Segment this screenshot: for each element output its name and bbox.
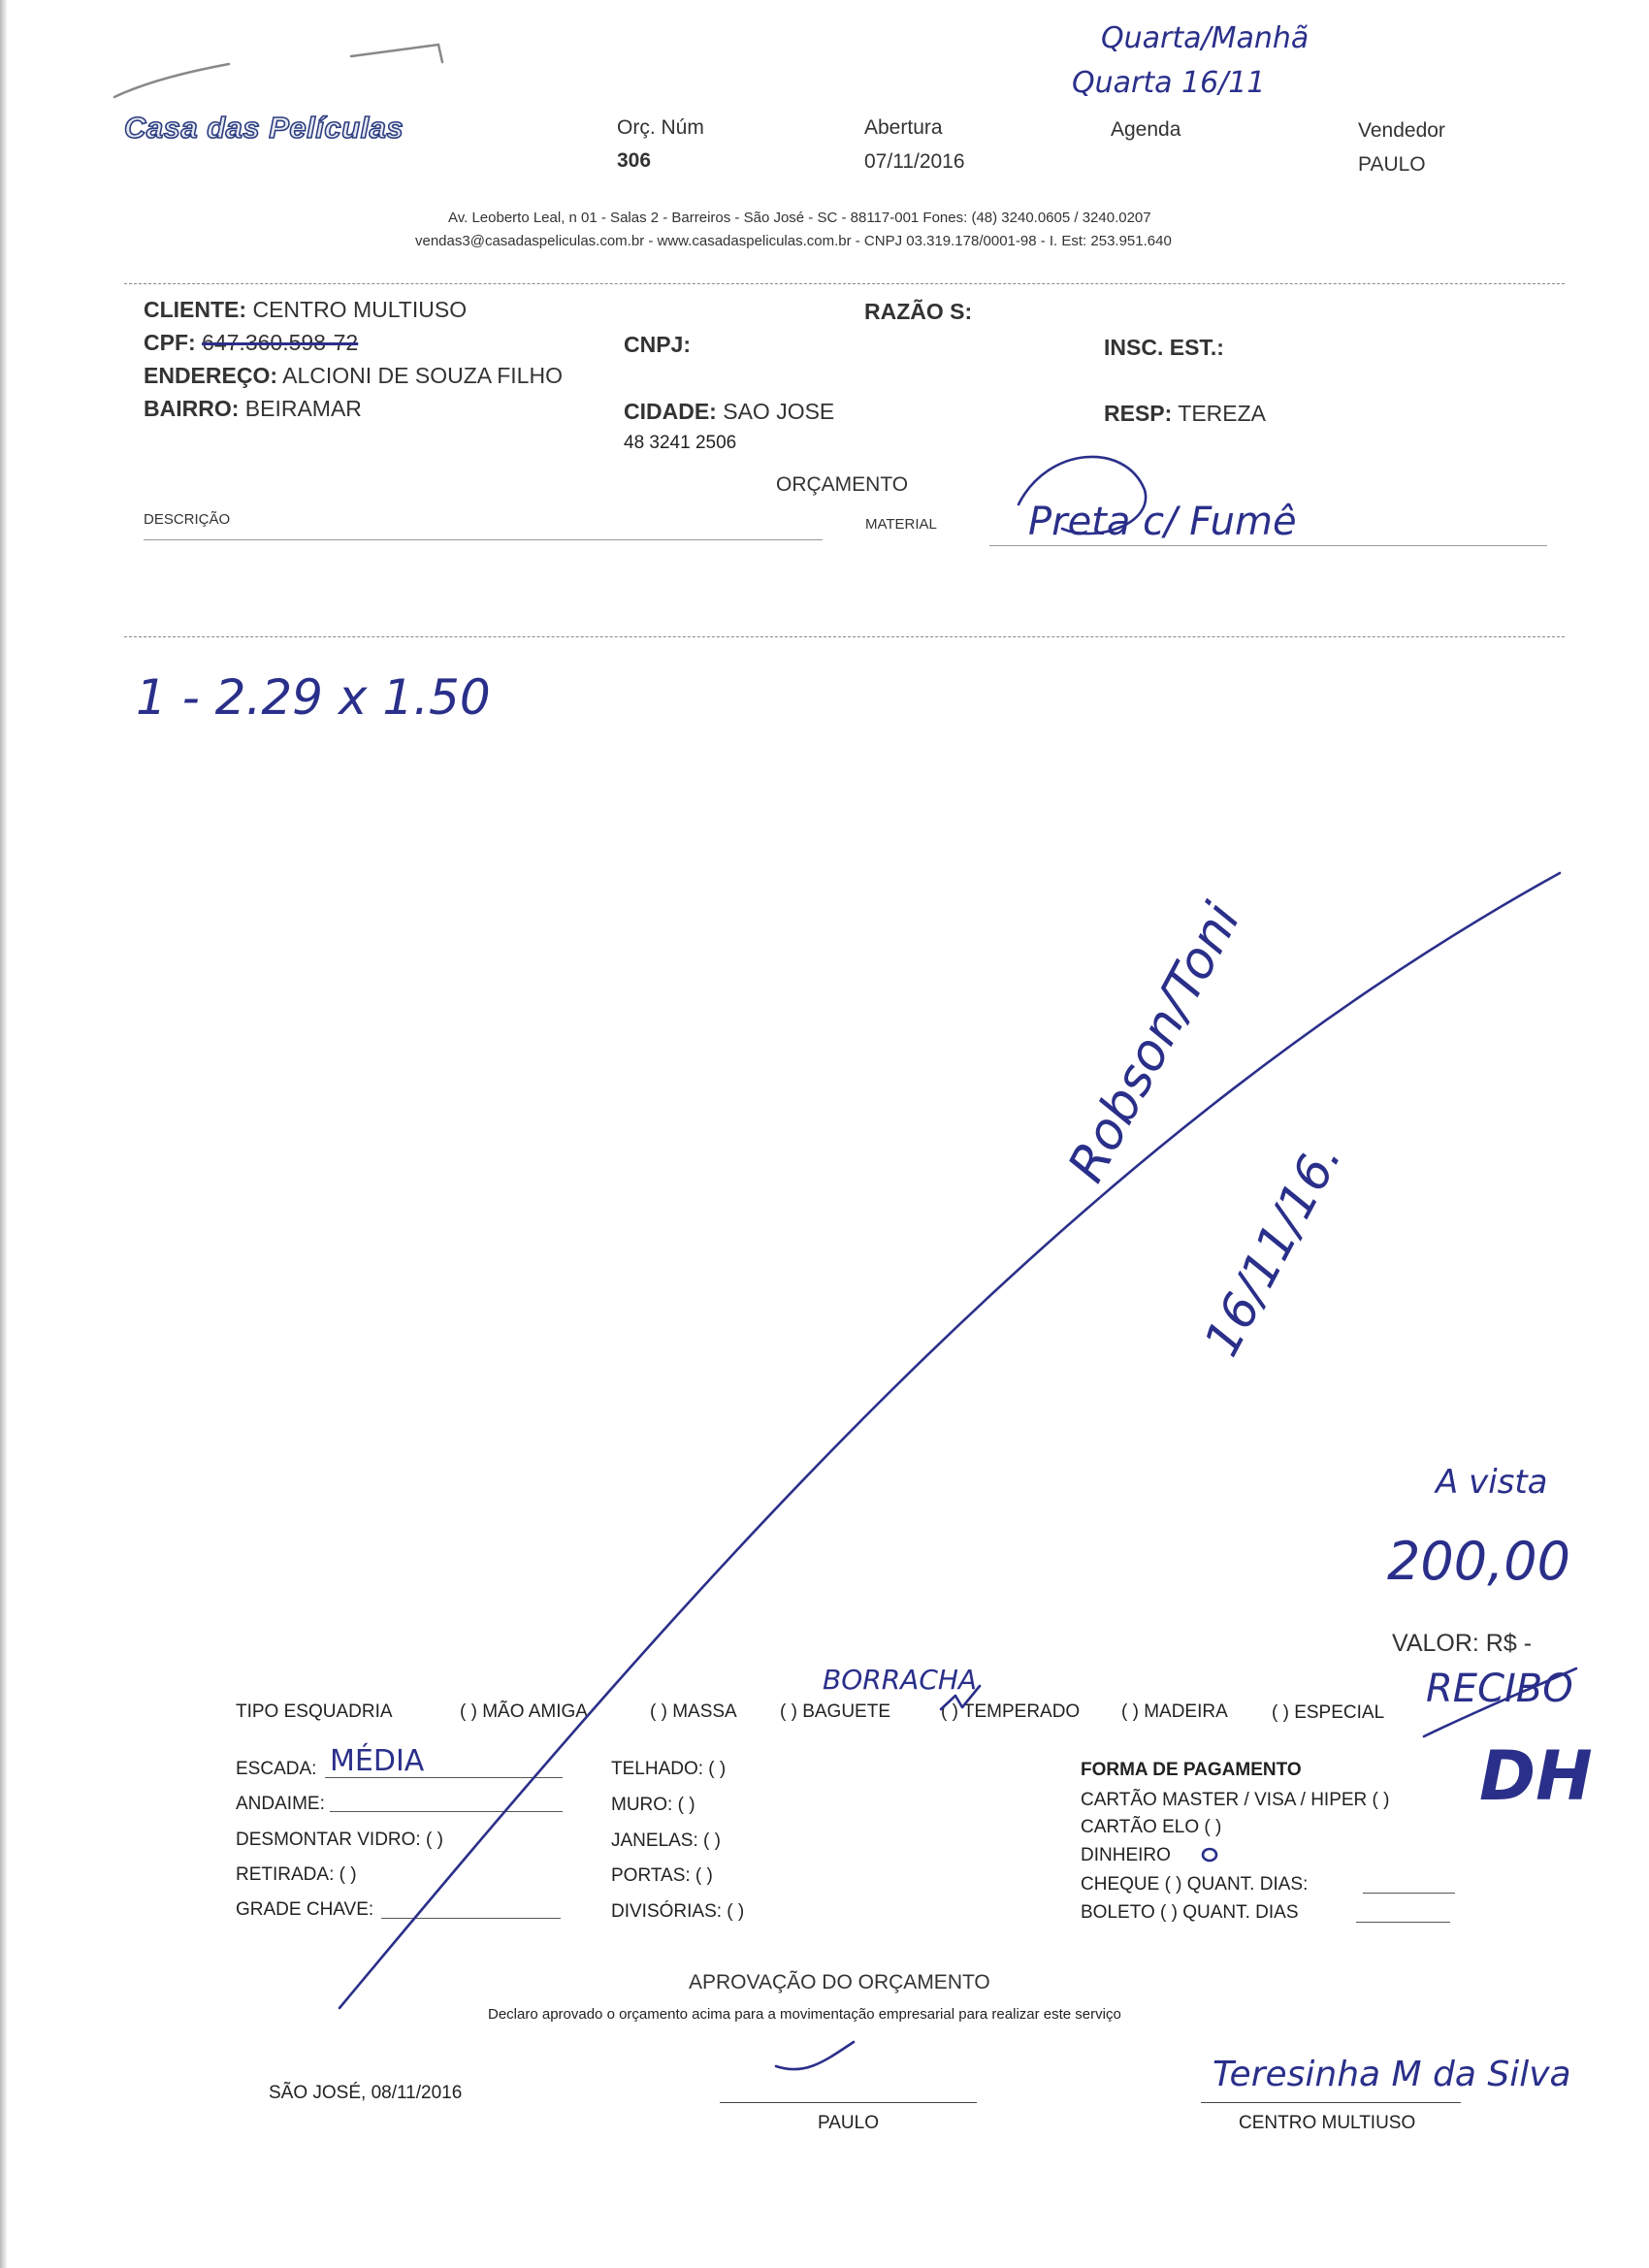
avista-note: A vista (1436, 1463, 1548, 1502)
item-line: 1 - 2.29 x 1.50 (136, 669, 491, 726)
signature-label-paulo: PAULO (818, 2113, 880, 2133)
company-contacts: vendas3@casadaspeliculas.com.br - www.casadaspeliculas.com.br - CNPJ 03.319.178/0001-98 - I. Est: 253.951.640 (415, 233, 1172, 249)
vendedor-value: PAULO (1358, 153, 1426, 176)
option-mao-amiga[interactable]: ( ) MÃO AMIGA (460, 1701, 588, 1722)
descricao-label: DESCRIÇÃO (144, 511, 231, 528)
material-label: MATERIAL (865, 516, 937, 533)
valor-label: VALOR: R$ - (1392, 1630, 1533, 1657)
material-loop-mark (1018, 457, 1146, 534)
boleto[interactable]: BOLETO ( ) QUANT. DIAS (1081, 1902, 1299, 1923)
approval-title: APROVAÇÃO DO ORÇAMENTO (689, 1971, 990, 1993)
dinheiro-mark (1203, 1849, 1216, 1861)
client-phone: 48 3241 2506 (624, 433, 737, 453)
muro[interactable]: MURO: ( ) (611, 1795, 695, 1815)
amount-handwritten: 200,00 (1387, 1531, 1570, 1592)
dinheiro[interactable]: DINHEIRO (1081, 1845, 1171, 1865)
divisorias[interactable]: DIVISÓRIAS: ( ) (611, 1901, 745, 1922)
abertura-label: Abertura (864, 116, 943, 139)
cnpj-label: CNPJ: (624, 332, 692, 357)
resp-field: RESP: TEREZA (1104, 401, 1267, 426)
client-signature: Teresinha M da Silva (1212, 2055, 1571, 2094)
approval-date: 16/11/16. (1193, 1132, 1353, 1366)
recibo-underline (1424, 1669, 1576, 1736)
tipo-esquadria-label: TIPO ESQUADRIA (236, 1701, 393, 1722)
material-handwritten: Preta c/ Fumê (1028, 500, 1297, 544)
portas[interactable]: PORTAS: ( ) (611, 1865, 713, 1886)
local-date: SÃO JOSÉ, 08/11/2016 (269, 2083, 463, 2103)
staple-mark-1 (114, 64, 229, 97)
signature-label-client: CENTRO MULTIUSO (1239, 2113, 1416, 2133)
andaime-label: ANDAIME: (236, 1794, 325, 1814)
orc-label: Orç. Núm (617, 116, 704, 139)
temperado-check (941, 1686, 980, 1709)
diagonal-strike-line (340, 873, 1560, 2008)
approval-names: Robson/Toni (1057, 893, 1252, 1192)
approval-declaration: Declaro aprovado o orçamento acima para a movimentação empresarial para realizar este serviço (488, 2006, 1121, 2023)
abertura-value: 07/11/2016 (864, 150, 965, 173)
option-baguete[interactable]: ( ) BAGUETE (780, 1701, 891, 1722)
orcamento-title: ORÇAMENTO (776, 473, 909, 496)
cliente-field: CLIENTE: CENTRO MULTIUSO (144, 297, 468, 322)
janelas[interactable]: JANELAS: ( ) (611, 1831, 721, 1851)
paulo-signature-check (776, 2042, 854, 2069)
option-massa[interactable]: ( ) MASSA (650, 1701, 737, 1722)
pagamento-title: FORMA DE PAGAMENTO (1081, 1760, 1302, 1780)
razao-label: RAZÃO S: (864, 299, 973, 324)
dh-initials: DH (1479, 1736, 1593, 1816)
cidade-field: CIDADE: SAO JOSE (624, 399, 835, 424)
retirada[interactable]: RETIRADA: ( ) (236, 1864, 357, 1885)
borracha-note: BORRACHA (823, 1664, 978, 1696)
company-address: Av. Leoberto Leal, n 01 - Salas 2 - Barreiros - São José - SC - 88117-001 Fones: (48) 3240.0605 / 3240.0207 (448, 210, 1151, 226)
cartao-master[interactable]: CARTÃO MASTER / VISA / HIPER ( ) (1081, 1790, 1390, 1810)
escada-label: ESCADA: (236, 1759, 317, 1779)
option-madeira[interactable]: ( ) MADEIRA (1121, 1701, 1228, 1722)
recibo-note: RECIBO (1426, 1667, 1573, 1711)
company-logo: Casa das Películas (124, 111, 404, 145)
endereco-field: ENDEREÇO: ALCIONI DE SOUZA FILHO (144, 363, 563, 388)
vendedor-label: Vendedor (1358, 119, 1445, 142)
agenda-label: Agenda (1111, 118, 1181, 141)
option-especial[interactable]: ( ) ESPECIAL (1272, 1702, 1385, 1723)
insc-label: INSC. EST.: (1104, 335, 1224, 360)
desmontar-vidro[interactable]: DESMONTAR VIDRO: ( ) (236, 1830, 443, 1850)
telhado[interactable]: TELHADO: ( ) (611, 1759, 727, 1779)
handwritten-agenda-1: Quarta/Manhã (1101, 21, 1310, 55)
bairro-field: BAIRRO: BEIRAMAR (144, 396, 362, 421)
grade-chave-label: GRADE CHAVE: (236, 1899, 374, 1920)
escada-value: MÉDIA (330, 1744, 425, 1778)
staple-mark-2 (351, 45, 442, 62)
option-temperado[interactable]: ( ) TEMPERADO (941, 1701, 1081, 1722)
cartao-elo[interactable]: CARTÃO ELO ( ) (1081, 1817, 1222, 1837)
orc-value: 306 (617, 149, 652, 172)
cheque[interactable]: CHEQUE ( ) QUANT. DIAS: (1081, 1874, 1309, 1895)
handwritten-agenda-2: Quarta 16/11 (1072, 66, 1266, 100)
cpf-field: CPF: 647.360.598-72 (144, 330, 359, 355)
